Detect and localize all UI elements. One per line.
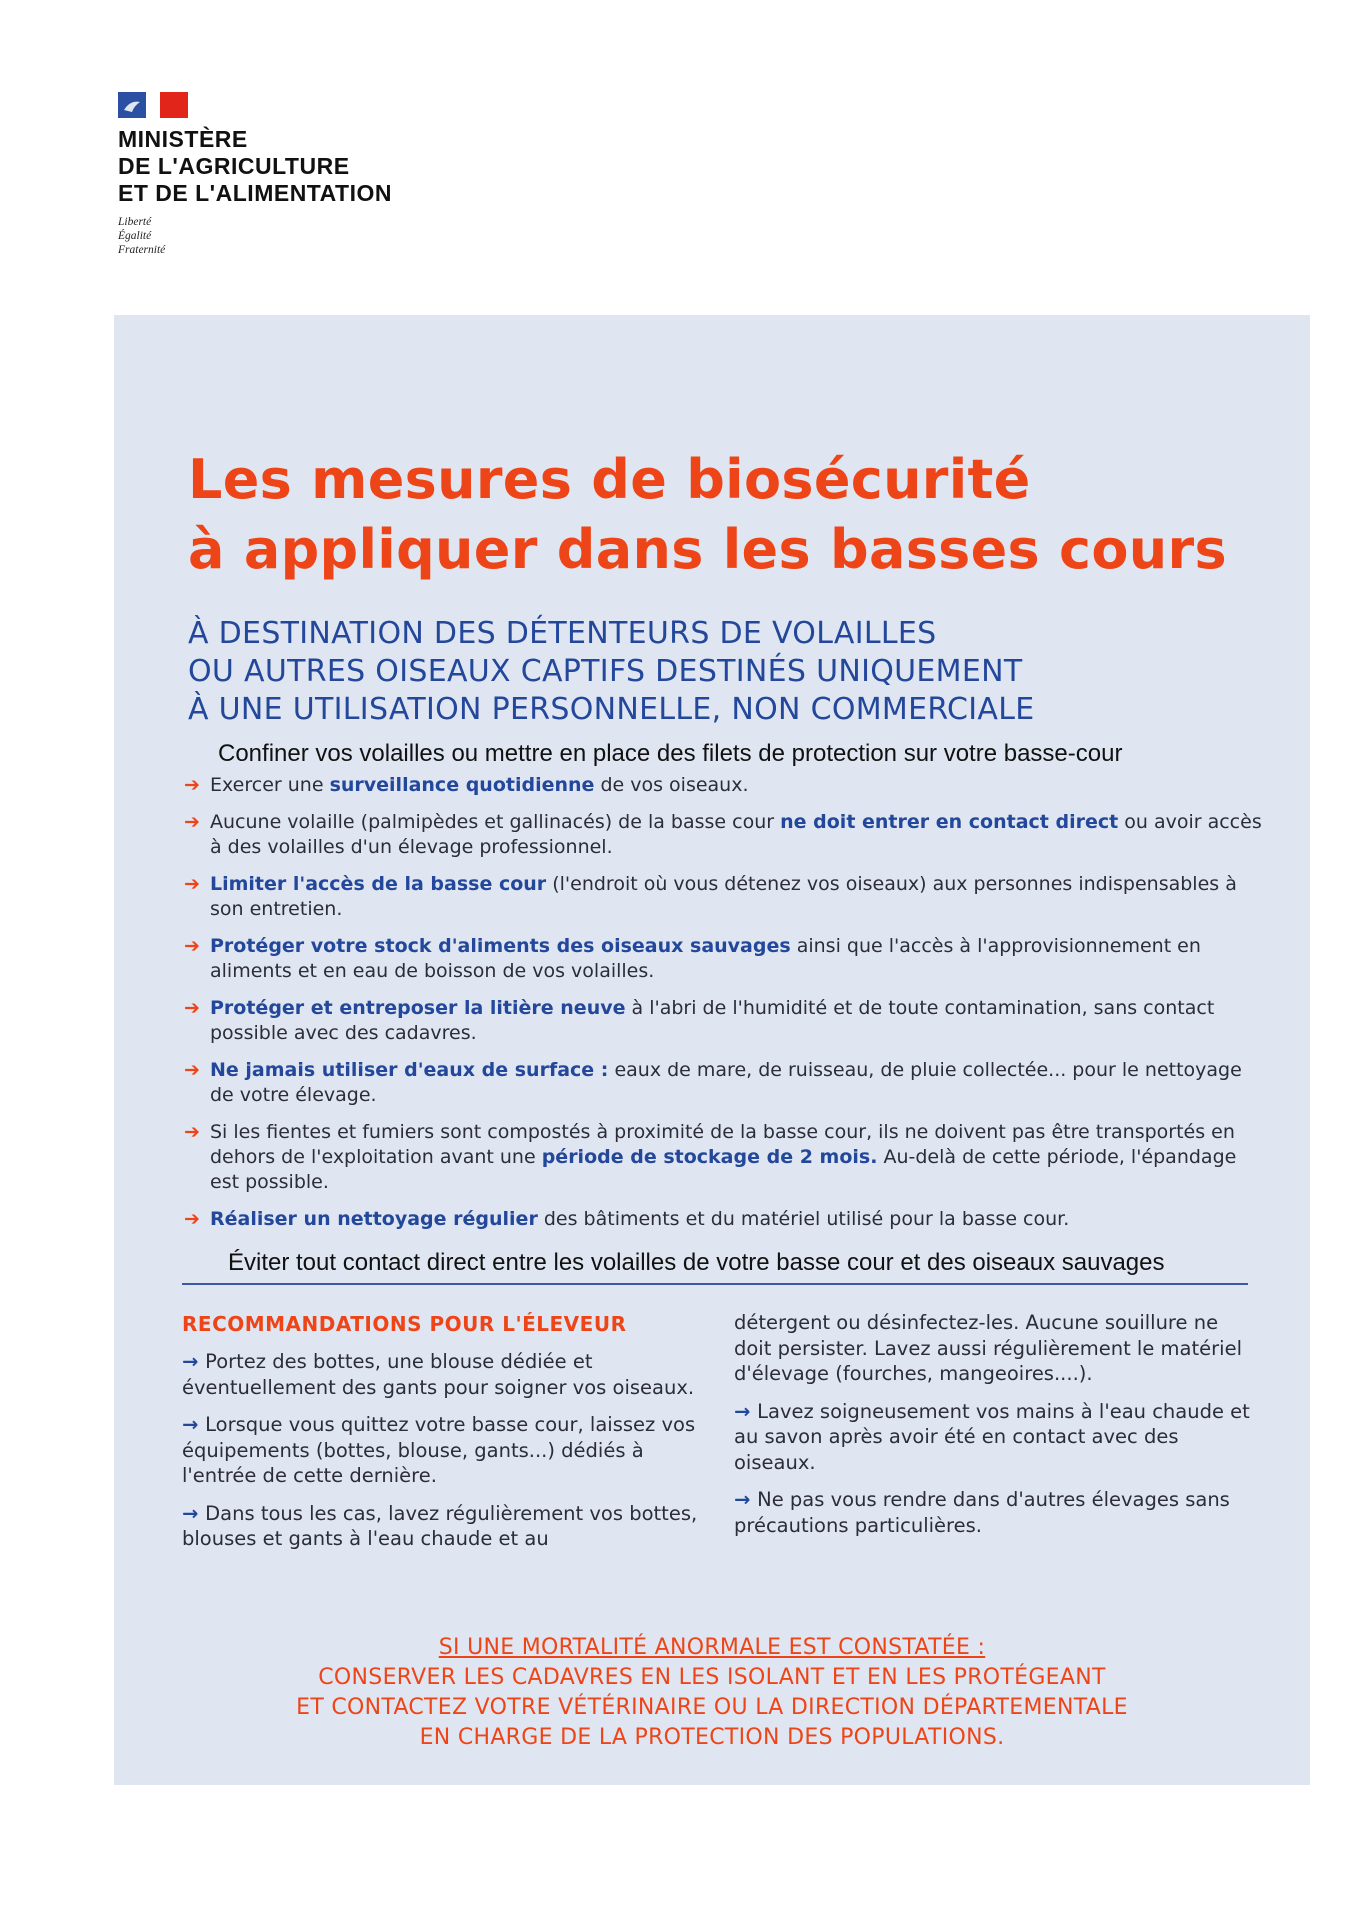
arrow-right-icon: ➔ <box>184 1121 200 1143</box>
ministry-header <box>118 92 518 272</box>
biosecurity-measures-list <box>184 773 1264 1244</box>
list-item: ➔ Protéger votre stock d'aliments des oiseaux sauvages ainsi que l'accès à l'approvisionnement en aliments et en eau de boisson de vos volailles. <box>184 935 1201 982</box>
arrow-right-icon: ➔ <box>184 1059 200 1081</box>
poster-subtitle: À DESTINATION DES DÉTENTEURS DE VOLAILLES OU AUTRES OISEAUX CAPTIFS DESTINÉS UNIQUEMENT À UNE UTILISATION PERSONNELLE, NON COMMERCIALE <box>188 616 1035 727</box>
republic-motto: Liberté Égalité Fraternité <box>118 216 166 256</box>
list-item: ➔ Si les fientes et fumiers sont compostés à proximité de la basse cour, ils ne doivent pas être transportés en dehors de l'exploitation avant une période de stockage de 2 mois. Au-delà de cette période, l'épandage est possible. <box>184 1121 1237 1193</box>
arrow-right-icon: → <box>182 1350 206 1373</box>
arrow-right-icon: ➔ <box>184 811 200 833</box>
list-item: ➔ Protéger et entreposer la litière neuve à l'abri de l'humidité et de toute contamination, sans contact possible avec des cadavres. <box>184 997 1215 1044</box>
list-item: ➔ Aucune volaille (palmipèdes et gallinacés) de la basse cour ne doit entrer en contact direct ou avoir accès à des volailles d'un élevage professionnel. <box>184 811 1262 858</box>
list-item: → Lavez soigneusement vos mains à l'eau chaude et au savon après avoir été en contact avec des oiseaux. <box>734 1399 1250 1474</box>
poster-title: Les mesures de biosécurité à appliquer dans les basses cours <box>188 448 1227 581</box>
list-item: ➔ Réaliser un nettoyage régulier des bâtiments et du matériel utilisé pour la basse cour. <box>184 1208 1070 1230</box>
arrow-right-icon: ➔ <box>184 1208 200 1230</box>
arrow-right-icon: ➔ <box>184 935 200 957</box>
list-item-continuation: détergent ou désinfectez-les. Aucune souillure ne doit persister. Lavez aussi régulièrement le matériel d'élevage (fourches, mangeoires....). <box>734 1311 1242 1385</box>
arrow-right-icon: ➔ <box>184 774 200 796</box>
recommendations-right-column <box>734 1310 1254 1550</box>
marianne-flag-logo <box>118 92 188 118</box>
list-item: ➔ Exercer une surveillance quotidienne de vos oiseaux. <box>184 774 749 796</box>
confinement-notice: Confiner vos volailles ou mettre en place des filets de protection sur votre basse-cour <box>218 740 1123 767</box>
recommendations-left-column <box>182 1349 712 1564</box>
arrow-right-icon: → <box>734 1399 758 1423</box>
arrow-right-icon: → <box>182 1501 206 1525</box>
mortality-warning: SI UNE MORTALITÉ ANORMALE EST CONSTATÉE : CONSERVER LES CADAVRES EN LES ISOLANT ET EN LES PROTÉGEANT ET CONTACTEZ VOTRE VÉTÉRINAIRE OU LA DIRECTION DÉPARTEMENTALE EN CHARGE DE LA PROTECTION DES POPULATIONS. <box>114 1633 1310 1753</box>
arrow-right-icon: ➔ <box>184 873 200 895</box>
list-item: → Dans tous les cas, lavez régulièrement vos bottes, blouses et gants à l'eau chaude et au <box>182 1501 698 1550</box>
poster-panel <box>114 315 1310 1785</box>
list-item: ➔ Ne jamais utiliser d'eaux de surface : eaux de mare, de ruisseau, de pluie collectée... pour le nettoyage de votre élevage. <box>184 1059 1242 1106</box>
arrow-right-icon: → <box>182 1413 206 1436</box>
recommendations-heading: RECOMMANDATIONS POUR L'ÉLEVEUR <box>182 1312 627 1336</box>
list-item: ➔ Limiter l'accès de la basse cour (l'endroit où vous détenez vos oiseaux) aux personnes indispensables à son entretien. <box>184 873 1237 920</box>
list-item: → Portez des bottes, une blouse dédiée et éventuellement des gants pour soigner vos oiseaux. <box>182 1350 695 1399</box>
arrow-right-icon: ➔ <box>184 997 200 1019</box>
list-item: → Lorsque vous quittez votre basse cour, laissez vos équipements (bottes, blouse, gants...) dédiés à l'entrée de cette dernière. <box>182 1413 696 1487</box>
mortality-warning-heading: SI UNE MORTALITÉ ANORMALE EST CONSTATÉE : <box>438 1635 986 1660</box>
list-item: → Ne pas vous rendre dans d'autres élevages sans précautions particulières. <box>734 1488 1230 1537</box>
arrow-right-icon: → <box>734 1488 758 1511</box>
avoid-contact-notice: Éviter tout contact direct entre les volailles de votre basse cour et des oiseaux sauvages <box>228 1249 1165 1276</box>
ministry-name: MINISTÈRE DE L'AGRICULTURE ET DE L'ALIMENTATION <box>118 126 392 206</box>
section-divider <box>182 1283 1248 1285</box>
